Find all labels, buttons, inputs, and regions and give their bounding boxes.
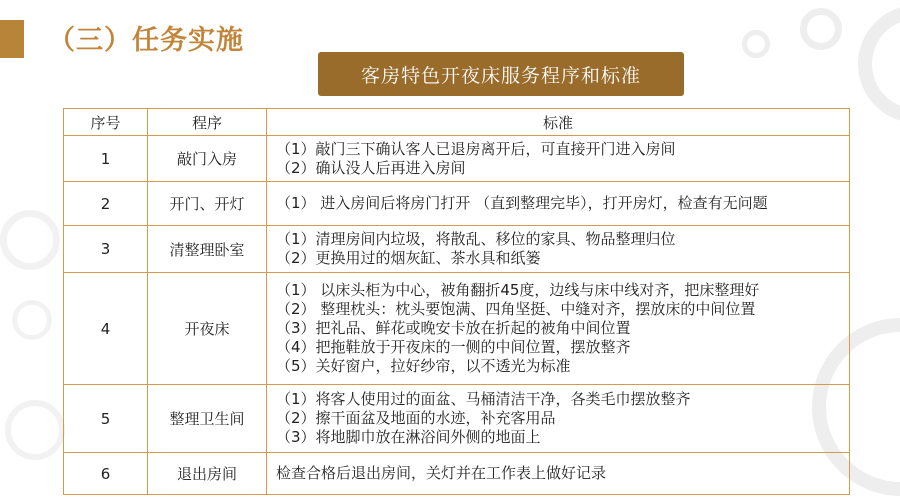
row-number: 2 bbox=[64, 182, 148, 226]
standard-line: （2） 整理枕头：枕头要饱满、四角坚挺、中缝对齐，摆放床的中间位置 bbox=[276, 300, 756, 318]
decorative-ring bbox=[0, 210, 60, 270]
subtitle-text: 客房特色开夜床服务程序和标准 bbox=[360, 64, 641, 87]
standard-line: （1）将客人使用过的面盆、马桶清洁干净，各类毛巾摆放整齐 bbox=[276, 390, 691, 408]
row-step: 退出房间 bbox=[148, 453, 267, 495]
row-standard bbox=[267, 273, 850, 385]
standard-line: （2）确认没人后再进入房间 bbox=[276, 158, 466, 177]
standard-line: （3）把礼品、鲜花或晚安卡放在折起的被角中间位置 bbox=[276, 319, 631, 337]
row-number: 3 bbox=[64, 226, 148, 273]
row-number: 4 bbox=[64, 273, 148, 385]
standard-line: （5）关好窗户，拉好纱帘，以不透光为标准 bbox=[276, 357, 571, 375]
table-row bbox=[64, 226, 850, 273]
standard-line: （2）擦干面盆及地面的水迹，补充客用品 bbox=[276, 409, 556, 427]
table-row bbox=[64, 136, 850, 182]
row-step: 敲门入房 bbox=[148, 136, 267, 182]
header-cell-number: 序号 bbox=[64, 109, 148, 136]
row-step: 开门、开灯 bbox=[148, 182, 267, 226]
standard-line: （3）将地脚巾放在淋浴间外侧的地面上 bbox=[276, 428, 541, 446]
header-cell-standard: 标准 bbox=[267, 109, 850, 136]
decorative-ring bbox=[12, 300, 52, 340]
row-standard bbox=[267, 453, 850, 495]
header-cell-step: 程序 bbox=[148, 109, 267, 136]
standards-table bbox=[63, 108, 850, 495]
row-standard bbox=[267, 182, 850, 226]
table-row bbox=[64, 453, 850, 495]
subtitle-banner bbox=[318, 52, 684, 96]
page-title: （三）任务实施 bbox=[48, 25, 244, 56]
row-step: 整理卫生间 bbox=[148, 385, 267, 453]
row-standard bbox=[267, 136, 850, 182]
standard-line: 检查合格后退出房间，关灯并在工作表上做好记录 bbox=[276, 464, 607, 482]
standard-line: （1）清理房间内垃圾，将散乱、移位的家具、物品整理归位 bbox=[276, 230, 676, 248]
decorative-ring bbox=[800, 8, 842, 50]
standard-line: （1）敲门三下确认客人已退房离开后，可直接开门进入房间 bbox=[276, 139, 676, 158]
decorative-ring bbox=[5, 400, 65, 460]
row-number: 1 bbox=[64, 136, 148, 182]
table-row bbox=[64, 182, 850, 226]
row-step: 清整理卧室 bbox=[148, 226, 267, 273]
row-standard bbox=[267, 226, 850, 273]
header-accent-bar bbox=[0, 20, 24, 58]
table-row bbox=[64, 385, 850, 453]
decorative-ring bbox=[858, 5, 900, 123]
standard-line: （4）把拖鞋放于开夜床的一侧的中间位置，摆放整齐 bbox=[276, 338, 631, 356]
standard-line: （2）更换用过的烟灰缸、茶水具和纸篓 bbox=[276, 249, 541, 267]
row-standard bbox=[267, 385, 850, 453]
table-row bbox=[64, 273, 850, 385]
row-step: 开夜床 bbox=[148, 273, 267, 385]
decorative-ring bbox=[742, 30, 770, 58]
row-number: 6 bbox=[64, 453, 148, 495]
standard-line: （1） 以床头柜为中心，被角翻折45度，边线与床中线对齐，把床整理好 bbox=[276, 281, 760, 299]
table-header-row bbox=[64, 109, 850, 136]
standard-line: （1） 进入房间后将房门打开 （直到整理完毕），打开房灯，检查有无问题 bbox=[276, 194, 768, 212]
row-number: 5 bbox=[64, 385, 148, 453]
